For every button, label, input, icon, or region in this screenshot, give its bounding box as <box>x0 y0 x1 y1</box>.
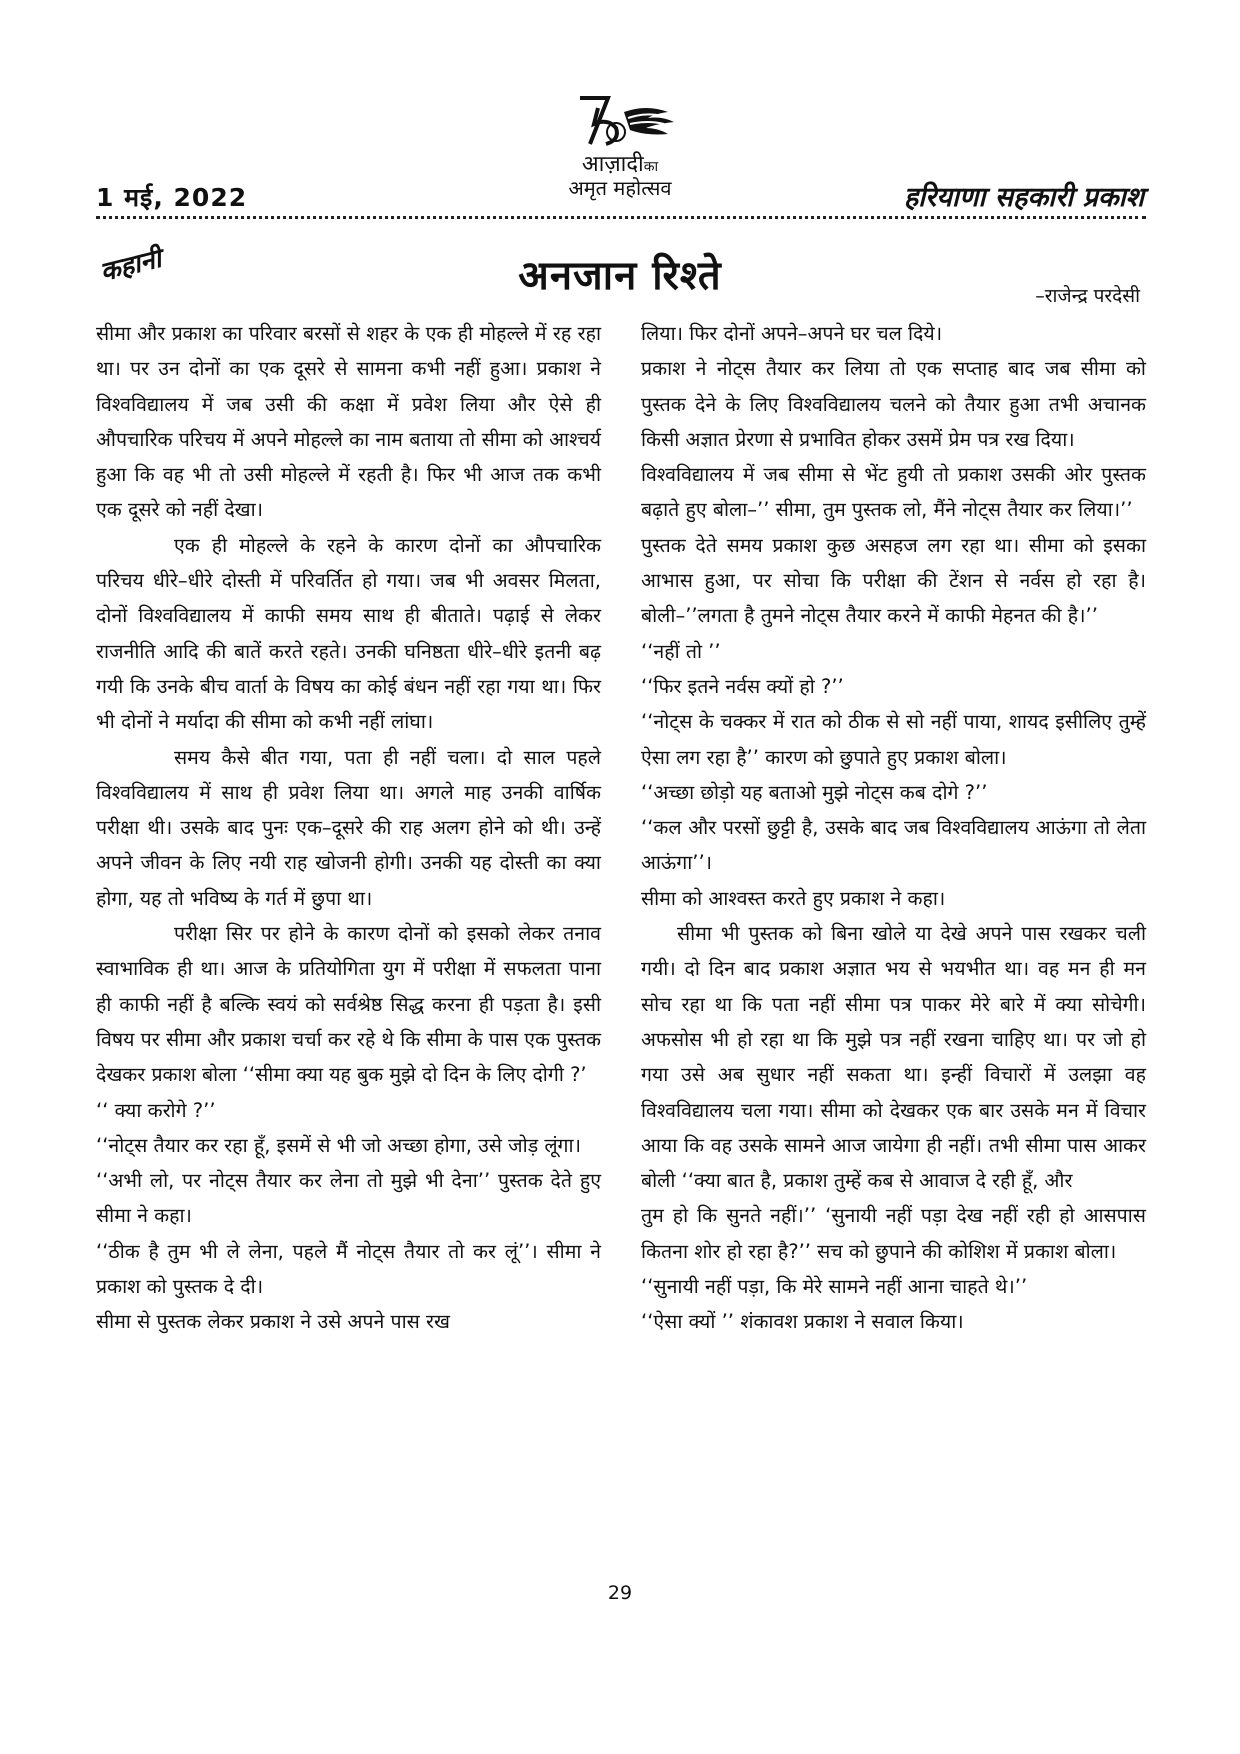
magazine-name: हरियाणा सहकारी प्रकाश <box>903 182 1144 213</box>
paragraph: ‘‘फिर इतने नर्वस क्यों हो ?’’ <box>641 674 844 698</box>
paragraph: ‘‘नोट्स तैयार कर रहा हूँ, इसमें से भी जो अच्छा होगा, उसे जोड़ लूंगा। <box>96 1133 581 1157</box>
article-title: अनजान रिश्ते <box>518 253 722 299</box>
article-author: –राजेन्द्र परदेसी <box>1035 285 1140 307</box>
paragraph: सीमा और प्रकाश का परिवार बरसों से शहर के एक ही मोहल्ले में रह रहा था। पर उन दोनों का एक दूसरे से सामना कभी नहीं हुआ। प्रकाश ने विश्वविद्यालय में जब उसी की कक्षा में प्रवेश लिया और ऐसे ही औपचारिक परिचय में अपने मोहल्ले का नाम बताया तो सीमा को आश्चर्य हुआ कि वह भी तो उसी मोहल्ले में रहती है। फिर भी आज तक कभी एक दूसरे को नहीं देखा। <box>96 322 601 522</box>
paragraph: पुस्तक देते समय प्रकाश कुछ असहज लग रहा था। सीमा को इसका आभास हुआ, पर सोचा कि परीक्षा की टेंशन से नर्वस हो रहा है। बोली–’’लगता है तुमने नोट्स तैयार करने में काफी मेहनत की है।’’ <box>641 533 1146 628</box>
paragraph: सीमा को आश्वस्त करते हुए प्रकाश ने कहा। <box>641 886 946 910</box>
page-number: 29 <box>607 1582 633 1604</box>
paragraph: ‘‘नहीं तो ’’ <box>641 639 721 663</box>
issue-date: 1 मई, 2022 <box>96 183 248 212</box>
paragraph: लिया। फिर दोनों अपने–अपने घर चल दिये। <box>641 322 943 345</box>
paragraph: तुम हो कि सुनते नहीं।’’ ‘सुनायी नहीं पड़ा देख नहीं रही हो आसपास कितना शोर हो रहा है?’’ सच को छुपाने की कोशिश में प्रकाश बोला। <box>641 1204 1146 1263</box>
paragraph: सीमा से पुस्तक लेकर प्रकाश ने उसे अपने पास रख <box>96 1310 450 1334</box>
paragraph: ‘‘ठीक है तुम भी ले लेना, पहले मैं नोट्स तैयार तो कर लूं’’। सीमा ने प्रकाश को पुस्तक दे दी। <box>96 1239 601 1299</box>
azadi-75-emblem-icon <box>550 94 690 150</box>
paragraph: ‘‘कल और परसों छुट्टी है, उसके बाद जब विश्वविद्यालय आऊंगा तो लेता आऊंगा’’। <box>641 816 1146 875</box>
header-divider <box>96 216 1146 219</box>
paragraph: ‘‘अभी लो, पर नोट्स तैयार कर लेना तो मुझे भी देना’’ पुस्तक देते हुए सीमा ने कहा। <box>96 1169 601 1228</box>
paragraph: ‘‘अच्छा छोड़ो यह बताओ मुझे नोट्स कब दोगे ?’’ <box>641 780 988 804</box>
paragraph: परीक्षा सिर पर होने के कारण दोनों को इसको लेकर तनाव स्वाभाविक ही था। आज के प्रतियोगिता युग में परीक्षा में सफलता पाना ही काफी नहीं है बल्कि स्वयं को सर्वश्रेष्ठ सिद्ध करना ही पड़ता है। इसी विषय पर सीमा और प्रकाश चर्चा कर रहे थे कि सीमा के पास एक पुस्तक देखकर प्रकाश बोला ‘‘सीमा क्या यह बुक मुझे दो दिन के लिए दोगी ?’ <box>96 922 601 1087</box>
paragraph: सीमा भी पुस्तक को बिना खोले या देखे अपने पास रखकर चली गयी। दो दिन बाद प्रकाश अज्ञात भय से भयभीत था। वह मन ही मन सोच रहा था कि पता नहीं सीमा पत्र पाकर मेरे बारे में क्या सोचेगी। अफसोस भी हो रहा था कि मुझे पत्र नहीं रखना चाहिए था। पर जो हो गया उसे अब सुधार नहीं सकता था। इन्हीं विचारों में उलझा वह विश्वविद्यालय चला गया। सीमा को देखकर एक बार उसके मन में विचार आया कि वह उसके सामने आज जायेगा ही नहीं। तभी सीमा पास आकर बोली ‘‘क्या बात है, प्रकाश तुम्हें कब से आवाज दे रही हूँ, और <box>641 922 1146 1193</box>
left-column <box>96 316 601 1340</box>
section-tag: कहानी <box>97 243 165 288</box>
azadi-logo <box>520 94 720 204</box>
paragraph: प्रकाश ने नोट्स तैयार कर लिया तो एक सप्ताह बाद जब सीमा को पुस्तक देने के लिए विश्वविद्यालय चलने को तैयार हुआ तभी अचानक किसी अज्ञात प्रेरणा से प्रभावित होकर उसमें प्रेम पत्र रख दिया। <box>641 357 1146 451</box>
right-column <box>641 316 1146 1340</box>
paragraph: ‘‘सुनायी नहीं पड़ा, कि मेरे सामने नहीं आना चाहते थे।’’ <box>641 1275 1028 1299</box>
paragraph: एक ही मोहल्ले के रहने के कारण दोनों का औपचारिक परिचय धीरे–धीरे दोस्ती में परिवर्तित हो गया। जब भी अवसर मिलता, दोनों विश्वविद्यालय में काफी समय साथ ही बीताते। पढ़ाई से लेकर राजनीति आदि की बातें करते रहते। उनकी घनिष्ठता धीरे–धीरे इतनी बढ़ गयी कि उनके बीच वार्ता के विषय का कोई बंधन नहीं रहा गया था। फिर भी दोनों ने मर्यादा की सीमा को कभी नहीं लांघा। <box>96 533 601 734</box>
logo-text-azadi: आज़ादी <box>581 152 644 177</box>
paragraph: ‘‘नोट्स के चक्कर में रात को ठीक से सो नहीं पाया, शायद इसीलिए तुम्हें ऐसा लग रहा है’’ कारण को छुपाते हुए प्रकाश बोला। <box>641 710 1146 769</box>
paragraph: विश्वविद्यालय में जब सीमा से भेंट हुयी तो प्रकाश उसकी ओर पुस्तक बढ़ाते हुए बोला–’’ सीमा, तुम पुस्तक लो, मैंने नोट्स तैयार कर लिया।’’ <box>641 463 1146 522</box>
logo-text-amrit-mahotsav: अमृत महोत्सव <box>568 176 672 200</box>
paragraph: ‘‘ऐसा क्यों ’’ शंकावश प्रकाश ने सवाल किया। <box>641 1310 964 1334</box>
logo-text-ka: का <box>643 159 659 175</box>
paragraph: समय कैसे बीत गया, पता ही नहीं चला। दो साल पहले विश्वविद्यालय में साथ ही प्रवेश लिया था। अगले माह उनकी वार्षिक परीक्षा थी। उसके बाद पुनः एक–दूसरे की राह अलग होने को थी। उन्हें अपने जीवन के लिए नयी राह खोजनी होगी। उनकी यह दोस्ती का क्या होगा, यह तो भविष्य के गर्त में छुपा था। <box>96 745 601 910</box>
paragraph: ‘‘ क्या करोगे ?’’ <box>96 1098 216 1122</box>
